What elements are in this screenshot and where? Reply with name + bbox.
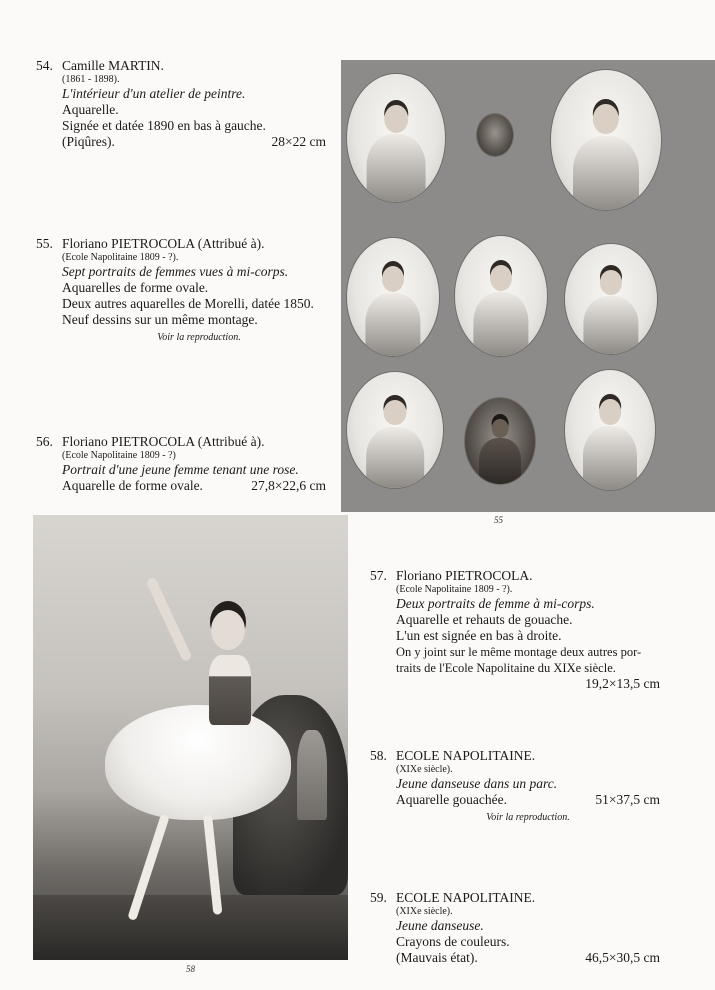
lot-number: 57. (370, 568, 387, 583)
dancer-head (211, 610, 245, 650)
lot-title: Jeune danseuse. (396, 918, 484, 933)
lot-line: Aquarelle et rehauts de gouache. (396, 612, 573, 627)
lot-title: Jeune danseuse dans un parc. (396, 776, 558, 791)
lot-58 (370, 748, 660, 826)
lot-55 (36, 236, 336, 346)
lot-number: 55. (36, 236, 53, 251)
lot-dates: (XIXe siècle). (396, 764, 453, 775)
lot-note: Voir la reproduction. (486, 812, 570, 823)
dancer-torso (209, 655, 251, 725)
lot-line: Crayons de couleurs. (396, 934, 510, 949)
lot-line: traits de l'Ecole Napolitaine du XIXe siècle. (396, 661, 616, 675)
lot-dates: (1861 - 1898). (62, 74, 120, 85)
lot-dates: (Ecole Napolitaine 1809 - ?) (62, 450, 176, 461)
portrait-oval (347, 372, 443, 488)
lot-number: 54. (36, 58, 53, 73)
lot-dimensions: 46,5×30,5 cm (585, 950, 660, 965)
lot-line: Aquarelle de forme ovale. (62, 478, 203, 493)
lot-title: Portrait d'une jeune femme tenant une rose. (62, 462, 299, 477)
lot-artist: ECOLE NAPOLITAINE. (396, 890, 536, 905)
lot-title: L'intérieur d'un atelier de peintre. (62, 86, 246, 101)
lot-line: Signée et datée 1890 en bas à gauche. (62, 118, 266, 133)
portrait-oval (565, 370, 655, 490)
plate-58-caption: 58 (186, 964, 195, 974)
lot-line: L'un est signée en bas à droite. (396, 628, 562, 643)
lot-line: Deux autres aquarelles de Morelli, datée 1850. (62, 296, 314, 311)
lot-line: Aquarelle. (62, 102, 119, 117)
plate-58-dancer (33, 515, 348, 960)
lot-dimensions: 28×22 cm (271, 134, 326, 149)
lot-artist: Camille MARTIN. (62, 58, 164, 73)
portrait-oval-dark (465, 398, 535, 484)
plate-55-caption: 55 (494, 515, 503, 525)
lot-artist: Floriano PIETROCOLA. (396, 568, 533, 583)
lot-title: Deux portraits de femme à mi-corps. (396, 596, 595, 611)
portrait-oval (565, 244, 657, 354)
lot-56 (36, 434, 326, 494)
lot-dimensions: 51×37,5 cm (595, 792, 660, 807)
lot-line: On y joint sur le même montage deux autres por- (396, 645, 642, 659)
plate-55-portraits (341, 60, 715, 512)
lot-line: Aquarelle gouachée. (396, 792, 507, 807)
lot-line: Neuf dessins sur un même montage. (62, 312, 258, 327)
lot-57 (370, 568, 660, 692)
garden-urn (297, 730, 327, 820)
lot-dimensions: 27,8×22,6 cm (251, 478, 326, 493)
lot-line: Aquarelles de forme ovale. (62, 280, 209, 295)
lot-line: (Piqûres). (62, 134, 115, 149)
ground (33, 895, 348, 960)
dancer-skirt (105, 705, 291, 820)
lot-number: 59. (370, 890, 387, 905)
lot-note: Voir la reproduction. (157, 332, 241, 343)
portrait-oval (347, 74, 445, 202)
lot-59 (370, 890, 660, 966)
lot-artist: Floriano PIETROCOLA (Attribué à). (62, 236, 265, 251)
lot-54 (36, 58, 326, 150)
lot-number: 58. (370, 748, 387, 763)
lot-artist: ECOLE NAPOLITAINE. (396, 748, 536, 763)
portrait-oval (551, 70, 661, 210)
dancer-arm (145, 576, 192, 662)
lot-dimensions: 19,2×13,5 cm (585, 676, 660, 691)
lot-line: (Mauvais état). (396, 950, 478, 965)
portrait-oval (347, 238, 439, 356)
lot-title: Sept portraits de femmes vues à mi-corps. (62, 264, 289, 279)
lot-number: 56. (36, 434, 53, 449)
lot-dates: (XIXe siècle). (396, 906, 453, 917)
lot-artist: Floriano PIETROCOLA (Attribué à). (62, 434, 265, 449)
portrait-oval (455, 236, 547, 356)
lot-dates: (Ecole Napolitaine 1809 - ?). (396, 584, 513, 595)
lot-dates: (Ecole Napolitaine 1809 - ?). (62, 252, 179, 263)
portrait-oval-small (477, 114, 513, 156)
